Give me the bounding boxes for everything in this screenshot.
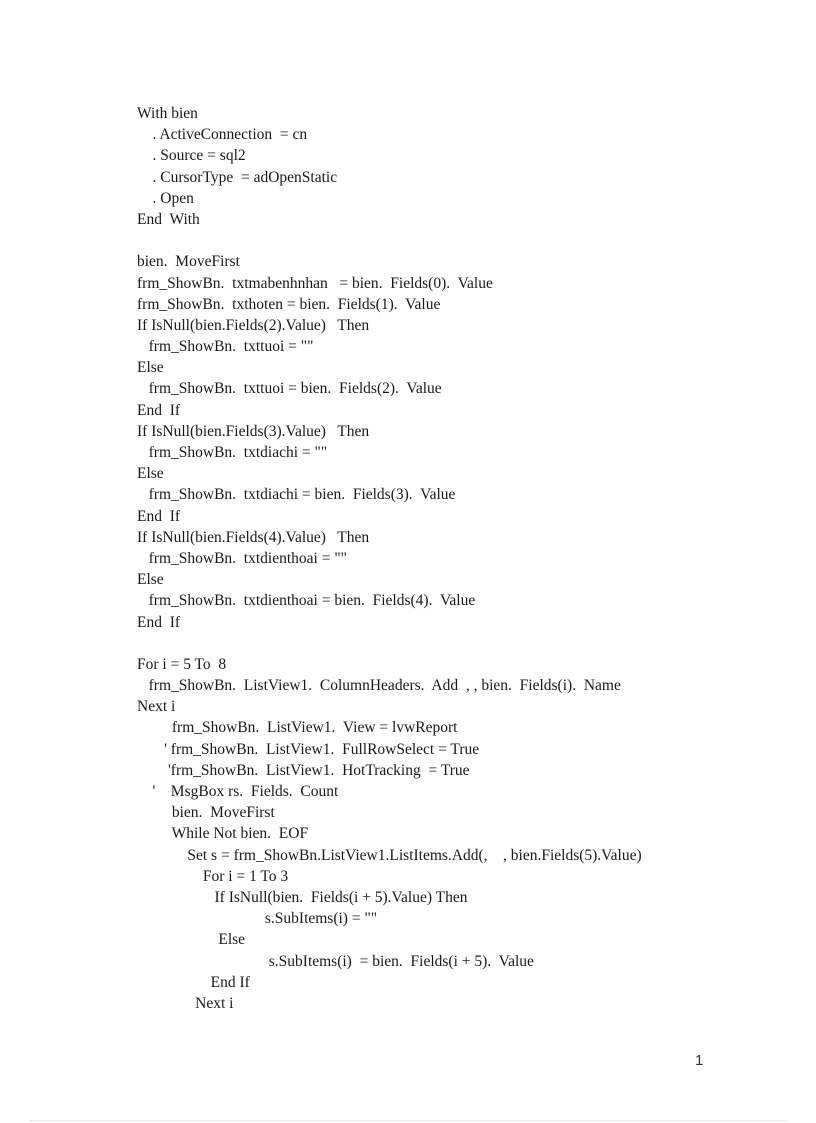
code-line: End If (137, 507, 181, 525)
code-line: frm_ShowBn. txtdiachi = bien. Fields(3). Value (137, 486, 456, 504)
code-line: . ActiveConnection = cn (137, 126, 308, 144)
code-line: frm_ShowBn. txttuoi = "" (137, 338, 314, 356)
code-line: End If (137, 613, 181, 631)
code-line: While Not bien. EOF (137, 825, 309, 843)
code-line: If IsNull(bien. Fields(i + 5).Value) Then (137, 888, 468, 906)
code-line: Else (137, 931, 246, 949)
code-line: s.SubItems(i) = "" (137, 910, 378, 928)
code-line: frm_ShowBn. txtdienthoai = bien. Fields(4). Value (137, 592, 476, 610)
code-line (137, 633, 737, 654)
code-line: s.SubItems(i) = bien. Fields(i + 5). Value (137, 952, 534, 970)
code-line: Next i (137, 994, 234, 1012)
code-line: End If (137, 973, 250, 991)
code-line: With bien (137, 105, 198, 122)
code-line: . CursorType = adOpenStatic (137, 168, 338, 186)
code-line: frm_ShowBn. txthoten = bien. Fields(1). Value (137, 295, 441, 313)
code-line: Next i (137, 698, 176, 716)
code-line: If IsNull(bien.Fields(2).Value) Then (137, 316, 370, 334)
code-line: End If (137, 401, 181, 419)
code-line: Set s = frm_ShowBn.ListView1.ListItems.Add(, , bien.Fields(5).Value) (137, 846, 642, 864)
code-line: For i = 1 To 3 (137, 867, 289, 885)
code-line: Else (137, 359, 164, 377)
code-line: bien. MoveFirst (137, 253, 240, 271)
code-line: . Open (137, 189, 194, 207)
code-line (137, 230, 737, 251)
code-line: frm_ShowBn. txttuoi = bien. Fields(2). Value (137, 380, 442, 398)
code-listing (137, 103, 737, 1014)
code-line: End With (137, 210, 200, 228)
code-line: If IsNull(bien.Fields(4).Value) Then (137, 528, 370, 546)
code-line: For i = 5 To 8 (137, 655, 227, 673)
code-line: frm_ShowBn. ListView1. ColumnHeaders. Add , , bien. Fields(i). Name (137, 677, 621, 695)
code-line: ' frm_ShowBn. ListView1. FullRowSelect = True (137, 740, 480, 758)
page-number: 1 (695, 1052, 704, 1069)
code-line: If IsNull(bien.Fields(3).Value) Then (137, 422, 370, 440)
code-line: . Source = sql2 (137, 147, 246, 165)
code-line: frm_ShowBn. ListView1. View = lvwReport (137, 719, 458, 737)
code-line: bien. MoveFirst (137, 804, 275, 822)
code-line: Else (137, 465, 164, 483)
code-line: 'frm_ShowBn. ListView1. HotTracking = True (137, 761, 470, 779)
page-bottom-edge (30, 1120, 786, 1121)
code-line: Else (137, 571, 164, 589)
code-line: frm_ShowBn. txtmabenhnhan = bien. Fields(0). Value (137, 274, 493, 292)
code-line: ' MsgBox rs. Fields. Count (137, 783, 339, 800)
code-line: frm_ShowBn. txtdienthoai = "" (137, 549, 347, 567)
code-line: frm_ShowBn. txtdiachi = "" (137, 444, 328, 461)
